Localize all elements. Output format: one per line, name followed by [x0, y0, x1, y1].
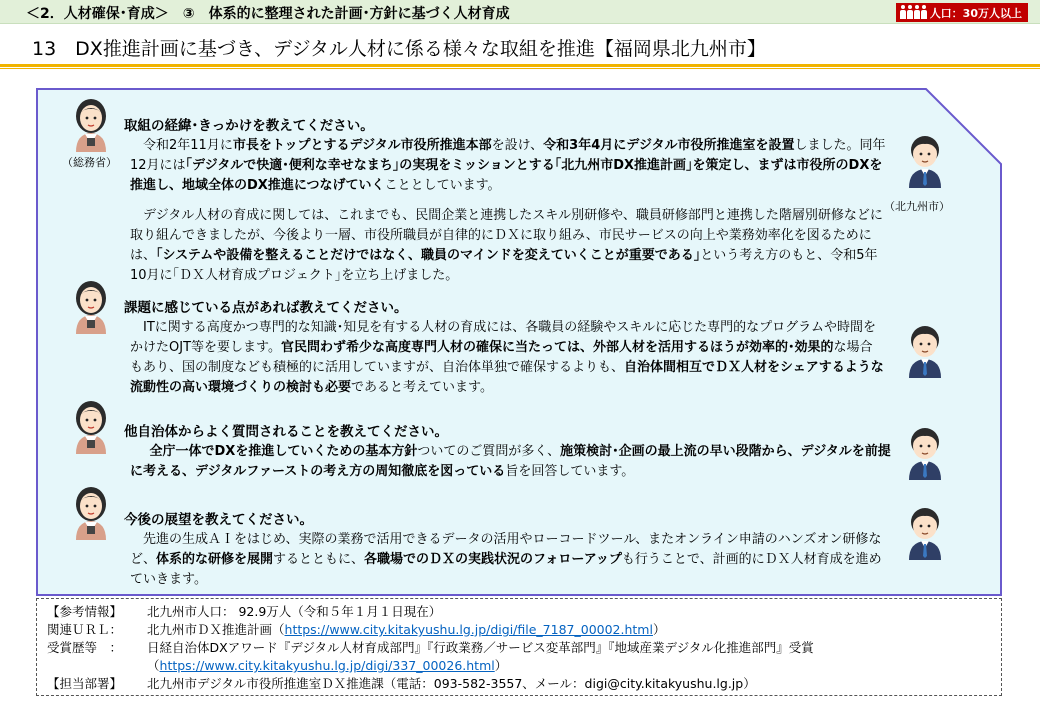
answer-2 [130, 318, 884, 398]
reference-award-row [47, 639, 1001, 657]
section-label: ＜2．人材確保･育成＞ ③ 体系的に整理された計画･方針に基づく人材育成 [26, 6, 510, 22]
answer-4 [130, 530, 890, 590]
answer-text-run: デジタル人材の育成に関しては、これまでも、民間企業と連携したスキル別研修や、職員研修部門と連携した階層別研修などに取り組んできましたが、今後より一層、市役所職員が自律的にＤＸに取り組み、市民サービスの向上や業務効率化を図るためには、 [130, 208, 883, 263]
asker-label: （総務省） [62, 156, 117, 169]
reference-info-key: 【参考情報】 [47, 604, 123, 619]
reference-url-key: 関連ＵＲＬ： [47, 622, 123, 637]
title-divider-thin [0, 68, 1040, 69]
reference-population-row [47, 603, 1001, 621]
question-4: 今後の展望を教えてください。 [124, 512, 313, 528]
reference-url-suffix: ） [652, 622, 666, 637]
male-city-officer-avatar [904, 322, 946, 378]
reference-award-link-row [47, 657, 1001, 675]
male-city-officer-avatar [904, 424, 946, 480]
answer-text-run: な場合もあり、国の制度なども積極的に活用していますが、自治体単独で確保するよりも、 [130, 340, 873, 375]
dx-plan-link[interactable]: https://www.city.kitakyushu.lg.jp/digi/file_7187_00002.html [284, 622, 653, 637]
answer-text-run: するとともに、 [273, 552, 365, 567]
title-divider [0, 64, 1040, 67]
people-icon [900, 5, 927, 20]
page-title: 13 DX推進計画に基づき、デジタル人材に係る様々な取組を推進【福岡県北九州市】 [32, 38, 766, 60]
question-2: 課題に感じている点があれば教えてください。 [124, 300, 408, 316]
answer-text-run: 令和2年11月に [143, 138, 233, 153]
reference-dept-value: 北九州市デジタル市役所推進室ＤＸ推進課（電話：093-582-3557、メール：digi@city.kitakyushu.lg.jp） [147, 676, 756, 691]
female-officer-avatar [70, 484, 112, 540]
answer-text-run: 体系的な研修を展開 [156, 552, 274, 567]
reference-award-value: 日経自治体DXアワード『デジタル人材育成部門』『行政業務／サービス変革部門』『地域産業デジタル化推進部門』受賞 [147, 640, 814, 655]
male-city-officer-avatar [904, 132, 946, 188]
question-3: 他自治体からよく質問されることを教えてください。 [124, 424, 448, 440]
reference-award-prefix: （ [147, 658, 160, 673]
answer-text-run: 令和3年4月にデジタル市役所推進室を設置 [543, 138, 795, 153]
section-header-bar [0, 0, 1040, 24]
answer-text-run: 自治体間相互でＤＸ人材をシェアするような流動性の高い環境づくりの検討も必要 [130, 360, 884, 395]
answer-text-run: ついてのご質問が多く、 [417, 444, 561, 459]
answerer-label: （北九州市） [884, 200, 950, 213]
reference-award-suffix: ） [494, 658, 508, 673]
question-1: 取組の経緯･きっかけを教えてください。 [124, 118, 374, 134]
answer-text-run: 各職場でのＤＸの実践状況のフォローアップ [364, 552, 622, 567]
reference-info-value: 北九州市人口： 92.9万人（令和５年１月１日現在） [147, 604, 442, 619]
reference-dept-key: 【担当部署】 [47, 676, 123, 691]
population-badge [896, 3, 1028, 22]
answer-text-run: も行うことで、計画的にＤＸ人材育成を進めていきます。 [130, 552, 882, 587]
answer-3 [130, 442, 900, 482]
answer-text-run: ｢システムや設備を整えることだけではなく、職員のマインドを変えていくことが重要である｣ [156, 248, 701, 263]
answer-text-run: こととしています。 [384, 178, 501, 193]
female-officer-avatar [70, 96, 112, 152]
answer-text-run: しました。同年12月には [130, 138, 886, 173]
reference-url-prefix: 北九州市ＤＸ推進計画（ [147, 622, 285, 637]
reference-dept-row [47, 675, 1001, 693]
female-officer-avatar [70, 398, 112, 454]
answer-text-run: 市長をトップとするデジタル市役所推進本部 [232, 138, 492, 153]
answer-text-run: 官民問わず希少な高度専門人材の確保に当たっては、外部人材を活用するほうが効率的･効果的 [280, 340, 834, 355]
answer-text-run: 施策検討･企画の最上流の早い段階から、デジタルを前提に考える、デジタルファーストの考え方の周知徹底を図っている [130, 444, 891, 479]
male-city-officer-avatar [904, 504, 946, 560]
reference-award-key: 受賞歴等 ： [47, 640, 123, 655]
answer-text-run: 全庁一体でDXを推進していくための基本方針 [149, 444, 418, 459]
reference-url-row [47, 621, 1001, 639]
population-badge-label: 人口：30万人以上 [929, 7, 1022, 20]
answer-text-run: ｢デジタルで快適･便利な幸せなまち｣の実現をミッションとする｢北九州市DX推進計画｣を策定し、まずは市役所のDXを推進し、地域全体のDX推進につなげていく [130, 158, 883, 193]
reference-info-box [36, 598, 1002, 696]
female-officer-avatar [70, 278, 112, 334]
answer-text-run: という考え方のもと、令和5年10月に｢ＤＸ人材育成プロジェクト｣を立ち上げました。 [130, 248, 878, 283]
answer-1b [130, 206, 890, 286]
answer-1a [130, 136, 890, 196]
answer-text-run: 旨を回答しています。 [505, 464, 635, 479]
answer-text-run: を設け、 [491, 138, 544, 153]
answer-text-run: 先進の生成ＡＩをはじめ、実際の業務で活用できるデータの活用やローコードツール、またオンライン申請のハンズオン研修など、 [130, 532, 882, 567]
answer-text-run: であると考えています。 [351, 380, 493, 395]
answer-text-run: ITに関する高度かつ専門的な知識･知見を有する人材の育成には、各職員の経験やスキルに応じた専門的なプログラムや時間をかけたOJT等を要します。 [130, 320, 877, 355]
award-link[interactable]: https://www.city.kitakyushu.lg.jp/digi/337_00026.html [159, 658, 495, 673]
